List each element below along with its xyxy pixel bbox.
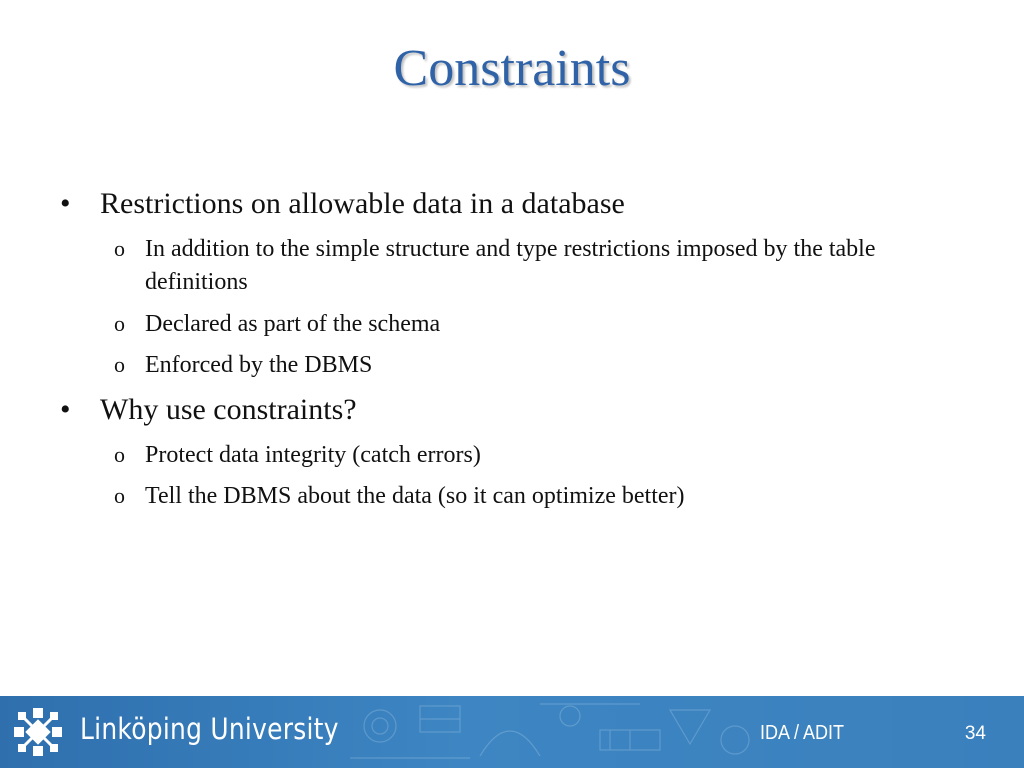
footer-band xyxy=(0,696,1024,768)
slide-title: Constraints xyxy=(393,40,631,97)
university-name: Linköping University xyxy=(80,712,339,746)
page-number: 34 xyxy=(964,723,986,744)
sub-bullet-marker: o xyxy=(114,442,125,467)
sub-bullet-text: Tell the DBMS about the data (so it can optimize better) xyxy=(145,483,685,509)
bullet-marker: • xyxy=(60,393,71,426)
sub-bullet-marker: o xyxy=(114,311,125,336)
bullet-text: Why use constraints? xyxy=(100,393,357,426)
department-label: IDA / ADIT xyxy=(760,722,845,744)
bullet-text: Restrictions on allowable data in a database xyxy=(100,187,625,220)
bullet-marker: • xyxy=(60,187,71,220)
linkoping-university-logo-icon xyxy=(12,706,64,758)
sub-bullet-text: Declared as part of the schema xyxy=(145,311,441,337)
sub-bullet-text: In addition to the simple structure and type restrictions imposed by the table definitions xyxy=(145,236,876,295)
sub-bullet-text: Enforced by the DBMS xyxy=(145,352,373,378)
sub-bullet-marker: o xyxy=(114,352,125,377)
sub-bullet-marker: o xyxy=(114,236,125,261)
sub-bullet-marker: o xyxy=(114,483,125,508)
footer-decorative-pattern xyxy=(340,696,760,768)
sub-bullet-text: Protect data integrity (catch errors) xyxy=(145,442,481,468)
